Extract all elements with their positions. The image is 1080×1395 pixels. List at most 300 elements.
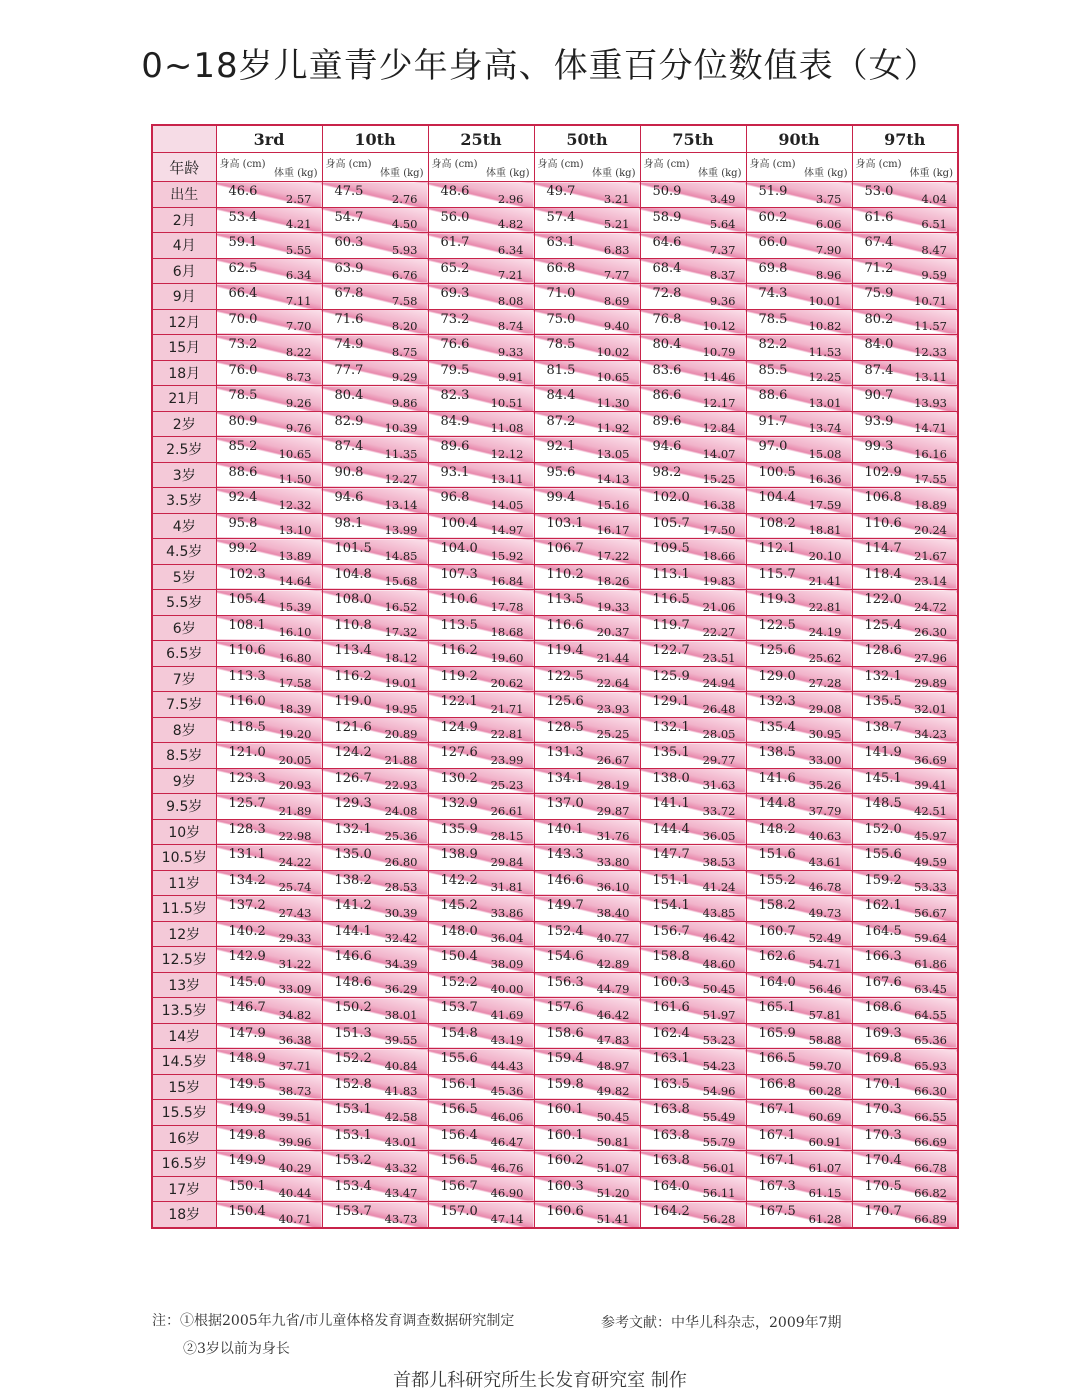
weight-value: 30.95 [808,727,842,741]
value-cell [322,743,428,769]
value-cell [216,335,322,361]
weight-value: 56.11 [702,1186,736,1200]
value-cell [322,896,428,922]
value-cell [322,947,428,973]
height-value: 160.1 [546,1102,584,1117]
height-value: 128.6 [864,643,902,658]
value-cell [746,1151,852,1177]
weight-value: 33.09 [278,982,312,996]
value-cell [640,1176,746,1202]
table-row [152,1125,958,1151]
value-cell [216,360,322,386]
value-cell [216,462,322,488]
value-cell [428,284,534,310]
height-value: 113.3 [228,668,266,684]
weight-value: 2.96 [497,191,524,206]
weight-value: 40.77 [596,931,630,945]
age-cell: 9.5岁 [152,794,216,820]
weight-value: 16.16 [914,446,947,461]
table-row [152,564,958,590]
weight-value: 50.81 [596,1135,630,1149]
weight-value: 29.87 [596,803,630,818]
value-cell [852,386,958,412]
weight-value: 14.13 [596,472,630,486]
weight-value: 24.22 [278,854,312,869]
weight-value: 10.39 [384,421,418,435]
height-value: 125.9 [652,668,690,684]
height-value: 123.3 [228,770,266,786]
value-cell [852,539,958,565]
height-value: 160.2 [546,1153,584,1168]
height-value: 119.7 [652,617,690,633]
weight-value: 17.32 [384,625,418,639]
value-cell [322,794,428,820]
value-cell [428,1202,534,1228]
weight-value: 3.49 [709,191,736,206]
value-cell [428,615,534,641]
weight-value: 6.51 [921,217,947,231]
value-cell [322,870,428,896]
weight-value: 46.06 [490,1109,524,1124]
weight-unit-label: 体重 (kg) [274,168,318,179]
weight-value: 14.85 [384,548,418,563]
value-cell [428,896,534,922]
height-value: 63.1 [546,235,576,250]
weight-value: 29.89 [914,676,947,690]
value-cell [216,437,322,463]
weight-value: 8.69 [603,293,630,308]
weight-value: 29.33 [278,931,312,945]
value-cell [746,1074,852,1100]
weight-value: 39.55 [384,1033,418,1047]
height-value: 125.7 [228,796,266,811]
weight-value: 13.14 [384,497,418,512]
percentile-header: 3rd [216,125,322,153]
weight-value: 38.73 [278,1084,312,1098]
value-cell [640,360,746,386]
age-cell: 16岁 [152,1125,216,1151]
height-value: 152.0 [864,821,902,837]
height-value: 157.0 [440,1204,478,1219]
value-cell [746,641,852,667]
height-value: 78.5 [228,388,258,403]
value-cell [534,666,640,692]
height-value: 151.6 [758,847,796,862]
value-cell [322,972,428,998]
height-value: 94.6 [652,439,682,454]
age-cell: 4.5岁 [152,539,216,565]
weight-value: 10.01 [808,293,842,308]
height-value: 115.7 [758,566,796,582]
age-cell: 14岁 [152,1023,216,1049]
height-value: 144.8 [758,796,796,811]
weight-value: 17.78 [490,599,524,614]
weight-value: 20.93 [278,778,312,792]
value-cell [216,972,322,998]
height-value: 93.9 [864,413,894,429]
age-cell: 12月 [152,309,216,335]
height-value: 142.2 [440,872,478,888]
height-value: 149.8 [228,1127,266,1143]
percentile-header: 90th [746,125,852,153]
weight-value: 63.45 [914,982,947,996]
value-cell [640,641,746,667]
height-value: 170.1 [864,1076,902,1092]
value-cell [746,972,852,998]
value-cell [640,411,746,437]
height-value: 125.4 [864,617,902,633]
height-value: 164.5 [864,923,902,939]
weight-value: 6.34 [497,242,524,257]
weight-value: 34.82 [278,1007,312,1022]
weight-value: 16.38 [702,497,736,512]
height-value: 108.2 [758,515,796,531]
header-corner [152,125,216,153]
height-value: 166.5 [758,1051,796,1066]
weight-value: 66.89 [914,1211,947,1226]
height-value: 138.9 [440,847,478,862]
value-cell [428,488,534,514]
height-value: 156.7 [652,923,690,939]
height-value: 149.7 [546,898,584,913]
value-cell [428,309,534,335]
height-value: 153.2 [334,1153,372,1168]
height-value: 149.5 [228,1076,266,1092]
value-cell [322,1049,428,1075]
weight-value: 56.67 [914,905,947,920]
weight-value: 7.21 [497,268,524,282]
value-cell [852,564,958,590]
value-cell [428,870,534,896]
weight-value: 21.71 [490,701,524,716]
value-cell [746,1049,852,1075]
weight-value: 12.33 [914,344,947,359]
height-value: 122.5 [546,668,584,684]
table-row [152,794,958,820]
height-value: 80.2 [864,311,894,327]
value-cell [852,1100,958,1126]
height-value: 72.8 [652,286,682,301]
height-value: 119.4 [546,643,584,658]
weight-value: 16.10 [278,625,312,639]
value-cell [428,1151,534,1177]
weight-value: 20.10 [808,548,842,563]
weight-value: 17.59 [808,497,842,512]
weight-value: 38.01 [384,1007,418,1022]
weight-value: 28.05 [702,727,736,741]
value-cell [534,743,640,769]
height-value: 167.5 [758,1204,796,1219]
percentile-header: 97th [852,125,958,153]
age-cell: 8岁 [152,717,216,743]
height-value: 144.4 [652,821,690,837]
value-cell [428,462,534,488]
weight-value: 57.81 [808,1007,842,1022]
height-value: 80.9 [228,413,258,429]
weight-value: 19.01 [384,676,418,690]
weight-value: 15.08 [808,446,842,461]
weight-value: 13.74 [808,421,842,435]
weight-value: 6.76 [391,268,418,282]
weight-value: 10.79 [702,344,736,359]
weight-value: 33.86 [490,905,524,920]
value-cell [216,998,322,1024]
height-value: 118.4 [864,566,902,582]
value-cell [216,182,322,208]
height-value: 121.0 [228,745,266,760]
value-cell [640,1049,746,1075]
height-value: 92.1 [546,439,576,454]
unit-header-cell [534,153,640,182]
value-cell [640,1125,746,1151]
weight-value: 4.21 [285,217,312,231]
weight-value: 43.61 [808,854,842,869]
value-cell [322,488,428,514]
weight-value: 42.89 [596,956,630,971]
percentile-table [151,124,959,1229]
weight-value: 27.96 [914,650,947,665]
height-value: 110.6 [228,643,266,658]
value-cell [322,590,428,616]
height-value: 116.2 [440,643,478,658]
value-cell [322,539,428,565]
value-cell [746,845,852,871]
value-cell [852,845,958,871]
weight-value: 18.39 [278,701,312,716]
weight-value: 54.96 [702,1084,736,1098]
height-value: 162.1 [864,898,902,913]
value-cell [534,1151,640,1177]
value-cell [534,845,640,871]
weight-value: 17.58 [278,676,312,690]
weight-value: 39.51 [278,1109,312,1124]
weight-value: 16.84 [490,574,524,588]
weight-value: 66.30 [914,1084,947,1098]
table-row [152,641,958,667]
table-row [152,768,958,794]
weight-value: 23.14 [914,574,947,588]
height-value: 165.1 [758,1000,796,1015]
value-cell [428,437,534,463]
weight-value: 38.40 [596,905,630,920]
value-cell [746,743,852,769]
height-value: 164.2 [652,1204,690,1219]
height-value: 90.8 [334,464,364,480]
weight-value: 5.55 [285,242,312,257]
weight-value: 40.71 [278,1211,312,1226]
height-value: 130.2 [440,770,478,786]
table-row [152,1202,958,1228]
value-cell [746,335,852,361]
height-value: 128.3 [228,821,266,837]
value-cell [640,743,746,769]
value-cell [852,335,958,361]
weight-value: 40.29 [278,1160,312,1175]
value-cell [322,233,428,259]
value-cell [216,768,322,794]
height-value: 154.8 [440,1025,478,1041]
value-cell [322,386,428,412]
value-cell [534,207,640,233]
height-value: 67.4 [864,235,894,250]
value-cell [746,360,852,386]
value-cell [216,207,322,233]
height-value: 69.3 [440,286,470,301]
weight-value: 25.62 [808,650,842,665]
table-row [152,258,958,284]
weight-value: 22.64 [596,676,630,690]
height-value: 170.4 [864,1153,902,1168]
weight-value: 43.73 [384,1211,418,1226]
height-value: 76.0 [228,362,258,378]
weight-value: 13.11 [490,472,524,486]
value-cell [640,794,746,820]
weight-value: 24.94 [702,676,736,690]
height-value: 84.4 [546,388,576,403]
height-value: 164.0 [758,974,796,990]
weight-value: 56.46 [808,982,842,996]
height-value: 145.1 [864,770,902,786]
weight-value: 35.26 [808,778,842,792]
weight-value: 7.37 [709,242,736,257]
age-cell: 2.5岁 [152,437,216,463]
value-cell [746,1125,852,1151]
height-value: 110.6 [864,515,902,531]
weight-value: 11.92 [596,421,630,435]
weight-value: 7.77 [603,268,630,282]
height-value: 153.7 [440,1000,478,1015]
weight-value: 51.41 [596,1211,630,1226]
value-cell [216,564,322,590]
height-value: 162.6 [758,949,796,964]
weight-value: 27.28 [808,676,842,690]
height-value: 67.8 [334,286,364,301]
weight-value: 36.38 [278,1033,312,1047]
table-row [152,1049,958,1075]
height-value: 132.1 [334,821,372,837]
value-cell [640,998,746,1024]
height-unit-label: 身高 (cm) [431,159,478,170]
weight-value: 40.00 [490,982,524,996]
value-cell [852,743,958,769]
height-value: 59.1 [228,235,258,250]
weight-value: 12.12 [490,446,524,461]
value-cell [534,972,640,998]
weight-value: 10.12 [702,319,736,333]
percentile-header: 50th [534,125,640,153]
value-cell [322,845,428,871]
weight-value: 43.85 [702,905,736,920]
value-cell [216,615,322,641]
age-cell: 6月 [152,258,216,284]
weight-value: 11.50 [278,472,312,486]
height-value: 80.4 [652,337,682,352]
weight-value: 3.21 [603,191,630,206]
value-cell [428,1074,534,1100]
age-cell: 6岁 [152,615,216,641]
weight-value: 41.83 [384,1084,418,1098]
height-value: 104.0 [440,541,478,556]
height-value: 147.7 [652,847,690,862]
weight-value: 19.95 [384,701,418,716]
height-value: 153.1 [334,1127,372,1143]
height-value: 68.4 [652,260,682,276]
value-cell [322,1176,428,1202]
weight-value: 60.28 [808,1084,842,1098]
value-cell [322,666,428,692]
value-cell [852,794,958,820]
unit-header-cell [322,153,428,182]
weight-value: 8.47 [921,242,947,257]
value-cell [534,284,640,310]
height-value: 119.2 [440,668,478,684]
height-value: 79.5 [440,362,470,378]
height-value: 124.2 [334,745,372,760]
weight-value: 10.02 [596,344,630,359]
age-cell: 8.5岁 [152,743,216,769]
height-value: 75.0 [546,311,576,327]
value-cell [640,309,746,335]
table-row [152,1074,958,1100]
weight-value: 46.78 [808,880,842,894]
value-cell [322,207,428,233]
age-cell: 13.5岁 [152,998,216,1024]
value-cell [216,1151,322,1177]
weight-value: 43.32 [384,1160,418,1175]
height-value: 87.4 [334,439,364,454]
value-cell [428,513,534,539]
height-value: 148.0 [440,923,478,939]
weight-value: 15.68 [384,574,418,588]
height-value: 65.2 [440,260,470,276]
height-value: 160.3 [652,974,690,990]
weight-value: 60.69 [808,1109,842,1124]
height-value: 150.4 [440,949,478,964]
value-cell [322,258,428,284]
height-value: 129.3 [334,796,372,811]
value-cell [428,564,534,590]
table-row [152,1151,958,1177]
value-cell [534,335,640,361]
weight-value: 53.33 [914,880,947,894]
age-cell: 17岁 [152,1176,216,1202]
height-value: 153.4 [334,1178,372,1194]
height-value: 125.6 [758,643,796,658]
value-cell [746,870,852,896]
weight-unit-label: 体重 (kg) [380,168,424,179]
table-row [152,462,958,488]
percentile-header: 10th [322,125,428,153]
weight-value: 12.32 [278,497,312,512]
weight-value: 58.88 [808,1033,842,1047]
height-value: 167.1 [758,1153,796,1168]
age-cell: 13岁 [152,972,216,998]
weight-value: 65.93 [914,1058,947,1073]
weight-value: 41.69 [490,1007,524,1022]
footer-credit: 首都儿科研究所生长发育研究室 制作 [393,1370,687,1391]
value-cell [852,819,958,845]
weight-value: 7.11 [285,293,312,308]
height-value: 48.6 [440,184,470,199]
table-row [152,284,958,310]
age-cell: 16.5岁 [152,1151,216,1177]
height-value: 132.1 [864,668,902,684]
value-cell [428,1023,534,1049]
weight-value: 36.69 [914,752,947,767]
weight-value: 45.36 [490,1084,524,1098]
table-row [152,411,958,437]
value-cell [746,258,852,284]
